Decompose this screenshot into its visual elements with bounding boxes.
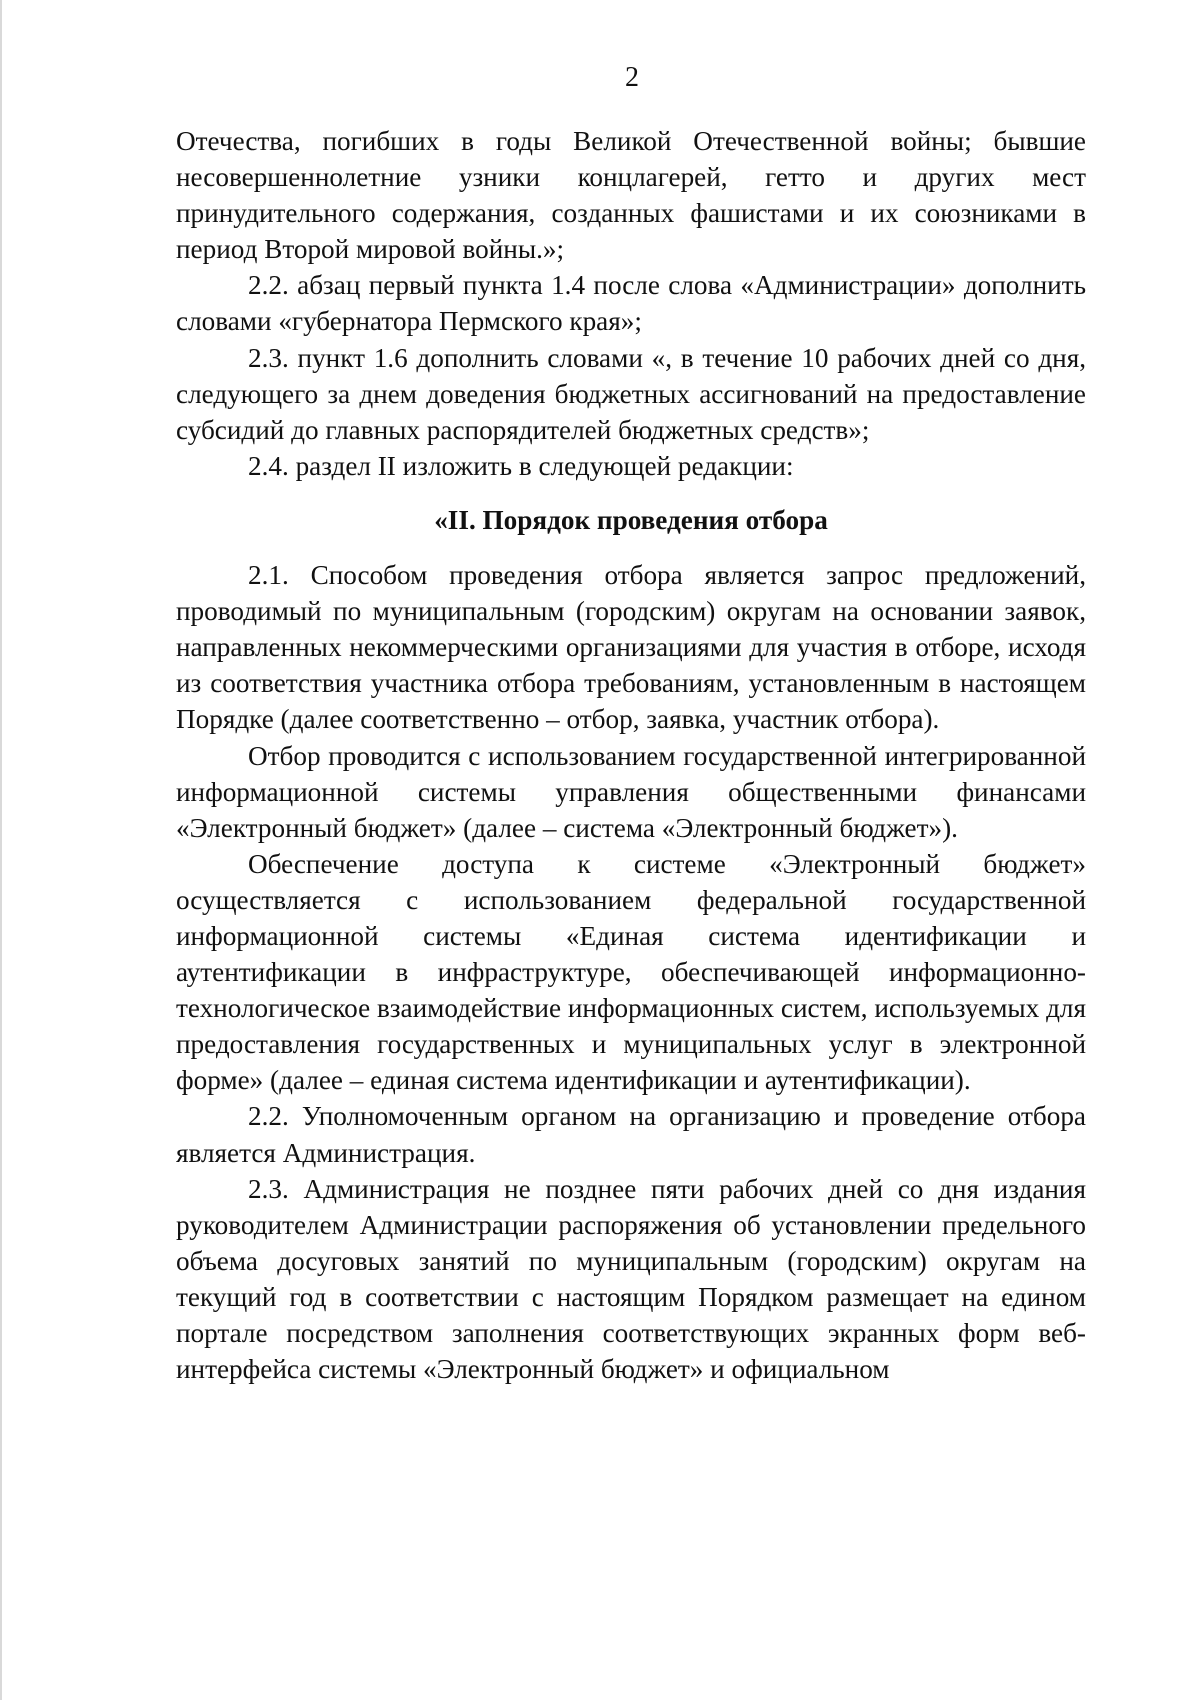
paragraph-continuation: Отечества, погибших в годы Великой Отечественной войны; бывшие несовершеннолетние узники концлагерей, гетто и других мест принудительного содержания, созданных фашистами и их союзниками в период Второй мировой войны.»;: [176, 126, 1086, 265]
document-body: [176, 123, 1086, 1387]
section-title: «II. Порядок проведения отбора: [434, 505, 828, 536]
paragraph-2-2: 2.2. абзац первый пункта 1.4 после слова «Администрации» дополнить словами «губернатора Пермского края»;: [176, 270, 1086, 337]
paragraph-section-2-3: 2.3. Администрация не позднее пяти рабочих дней со дня издания руководителем Администрации распоряжения об установлении предельного объема досуговых занятий по муниципальным (городским) округам на текущий год в соответствии с настоящим Порядком размещает на едином портале посредством заполнения соответствующих экранных форм веб-интерфейса системы «Электронный бюджет» и официальном: [176, 1173, 1086, 1385]
paragraph-selection-system: Отбор проводится с использованием государственной интегрированной информационной системы управления общественными финансами «Электронный бюджет» (далее – система «Электронный бюджет»).: [176, 740, 1086, 843]
paragraph-2-3: 2.3. пункт 1.6 дополнить словами «, в течение 10 рабочих дней со дня, следующего за днем доведения бюджетных ассигнований на предоставление субсидий до главных распорядителей бюджетных средств»;: [176, 342, 1086, 445]
paragraph-section-2-2: 2.2. Уполномоченным органом на организацию и проведение отбора является Администрация.: [176, 1101, 1086, 1168]
paragraph-access-system: Обеспечение доступа к системе «Электронный бюджет» осуществляется с использованием федеральной государственной информационной системы «Единая система идентификации и аутентификации в инфраструктуре, обеспечивающей информационно-технологическое взаимодействие информационных систем, используемых для предоставления государственных и муниципальных услуг в электронной форме» (далее – единая система идентификации и аутентификации).: [176, 848, 1086, 1096]
paragraph-section-2-1: 2.1. Способом проведения отбора является запрос предложений, проводимый по муниципальным (городским) округам на основании заявок, направленных некоммерческими организациями для участия в отборе, исходя из соответствия участника отбора требованиям, установленным в настоящем Порядке (далее соответственно – отбор, заявка, участник отбора).: [176, 560, 1086, 735]
page-number: 2: [625, 62, 639, 93]
paragraph-2-4: 2.4. раздел II изложить в следующей редакции:: [248, 450, 794, 481]
